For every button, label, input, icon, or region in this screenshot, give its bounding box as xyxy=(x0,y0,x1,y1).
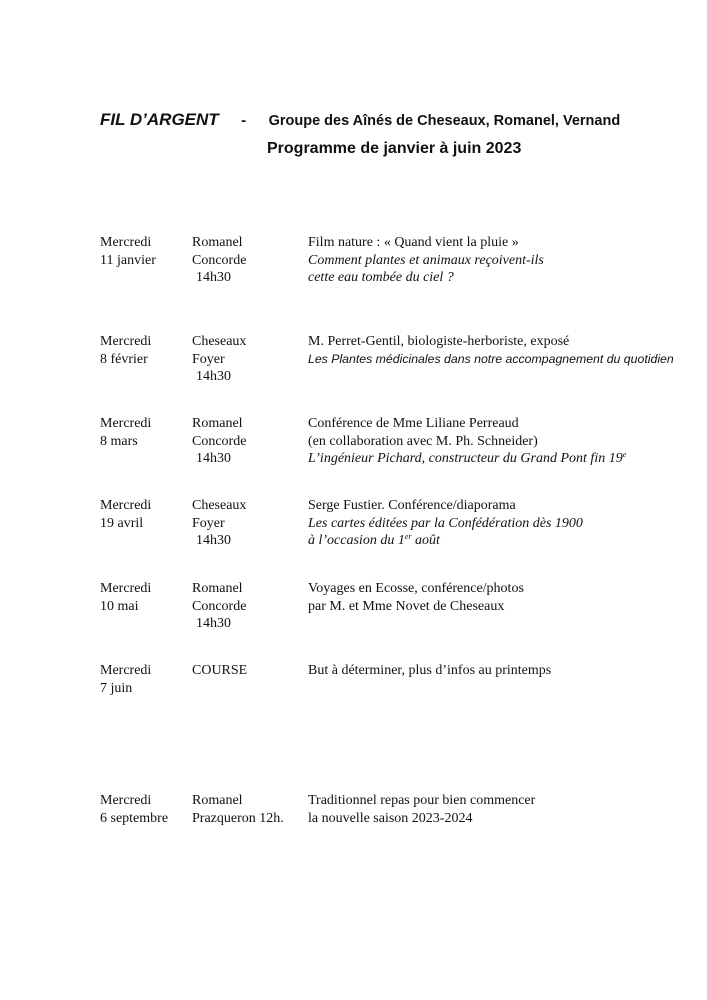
event-place xyxy=(192,662,302,680)
event-title: Conférence de Mme Liliane Perreaud xyxy=(308,416,519,431)
event-day: Mercredi xyxy=(100,498,152,513)
event-time: 14h30 xyxy=(196,616,231,631)
event-place xyxy=(192,497,302,550)
event-subtitle-2 xyxy=(308,532,703,550)
event-place xyxy=(192,234,302,287)
event-subtitle-2-end: août xyxy=(411,533,440,548)
event-date xyxy=(100,662,185,697)
event-time: 14h30 xyxy=(196,451,231,466)
event-subtitle-2 xyxy=(308,450,703,468)
org-name: FIL D’ARGENT xyxy=(100,110,219,129)
program-title: Programme de janvier à juin 2023 xyxy=(267,140,522,157)
event-subtitle: Les cartes éditées par la Confédération dès 1900 xyxy=(308,515,583,531)
event-location: Romanel xyxy=(192,581,243,596)
event-date xyxy=(100,580,185,615)
event-subtitle: (en collaboration avec M. Ph. Schneider) xyxy=(308,433,538,449)
event-title: Serge Fustier. Conférence/diaporama xyxy=(308,498,516,513)
event-time: 14h30 xyxy=(196,270,231,285)
event-location: COURSE xyxy=(192,663,248,678)
event-subtitle: par M. et Mme Novet de Cheseaux xyxy=(308,598,505,614)
event-day: Mercredi xyxy=(100,581,152,596)
event-date xyxy=(100,497,185,532)
event-day: Mercredi xyxy=(100,334,152,349)
event-title: Voyages en Ecosse, conférence/photos xyxy=(308,581,524,596)
event-description xyxy=(308,333,703,368)
event-location: Cheseaux xyxy=(192,498,247,513)
event-date-text: 10 mai xyxy=(100,598,139,614)
event-title: Traditionnel repas pour bien commencer xyxy=(308,793,536,808)
event-subtitle: la nouvelle saison 2023-2024 xyxy=(308,810,473,826)
event-venue: Foyer xyxy=(192,351,225,367)
event-day: Mercredi xyxy=(100,416,152,431)
event-date-text: 8 mars xyxy=(100,433,138,449)
event-subtitle: Comment plantes et animaux reçoivent-ils xyxy=(308,252,544,268)
event-description xyxy=(308,234,703,287)
event-subtitle-2: cette eau tombée du ciel ? xyxy=(308,270,454,285)
event-location: Romanel xyxy=(192,793,243,808)
event-venue: Concorde xyxy=(192,598,247,614)
event-day: Mercredi xyxy=(100,793,152,808)
event-venue: Concorde xyxy=(192,433,247,449)
event-venue: Prazqueron 12h. xyxy=(192,810,284,826)
event-venue: Foyer xyxy=(192,515,225,531)
event-place xyxy=(192,333,302,386)
event-description xyxy=(308,497,703,550)
event-day: Mercredi xyxy=(100,235,152,250)
event-date xyxy=(100,234,185,269)
event-place xyxy=(192,580,302,633)
event-place xyxy=(192,792,302,827)
event-title: M. Perret-Gentil, biologiste-herboriste, exposé xyxy=(308,334,570,349)
event-date-text: 11 janvier xyxy=(100,252,156,268)
event-location: Romanel xyxy=(192,416,243,431)
event-time: 14h30 xyxy=(196,369,231,384)
event-location: Romanel xyxy=(192,235,243,250)
header-dash: - xyxy=(241,112,247,129)
event-date-text: 6 septembre xyxy=(100,810,169,826)
event-date xyxy=(100,333,185,368)
ordinal-suffix: er xyxy=(404,532,412,541)
event-description xyxy=(308,792,703,827)
event-date xyxy=(100,415,185,450)
event-place xyxy=(192,415,302,468)
event-date-text: 7 juin xyxy=(100,680,133,696)
event-date-text: 8 février xyxy=(100,351,148,367)
event-subtitle-2-text: à l’occasion du 1 xyxy=(308,533,405,548)
event-venue: Concorde xyxy=(192,252,247,268)
event-subtitle-2-text: L’ingénieur Pichard, constructeur du Grand Pont fin 19 xyxy=(308,451,623,466)
group-name: Groupe des Aînés de Cheseaux, Romanel, Vernand xyxy=(268,113,621,129)
event-date-text: 19 avril xyxy=(100,515,144,531)
event-location: Cheseaux xyxy=(192,334,247,349)
event-day: Mercredi xyxy=(100,663,152,678)
event-title: But à déterminer, plus d’infos au printemps xyxy=(308,663,552,678)
event-description xyxy=(308,415,703,468)
event-date xyxy=(100,792,185,827)
event-description xyxy=(308,580,703,615)
event-description xyxy=(308,662,703,680)
event-subtitle: Les Plantes médicinales dans notre accompagnement du quotidien xyxy=(308,351,674,366)
ordinal-suffix: e xyxy=(622,450,627,459)
document-header xyxy=(100,110,620,130)
event-title: Film nature : « Quand vient la pluie » xyxy=(308,235,519,250)
event-time: 14h30 xyxy=(196,533,231,548)
